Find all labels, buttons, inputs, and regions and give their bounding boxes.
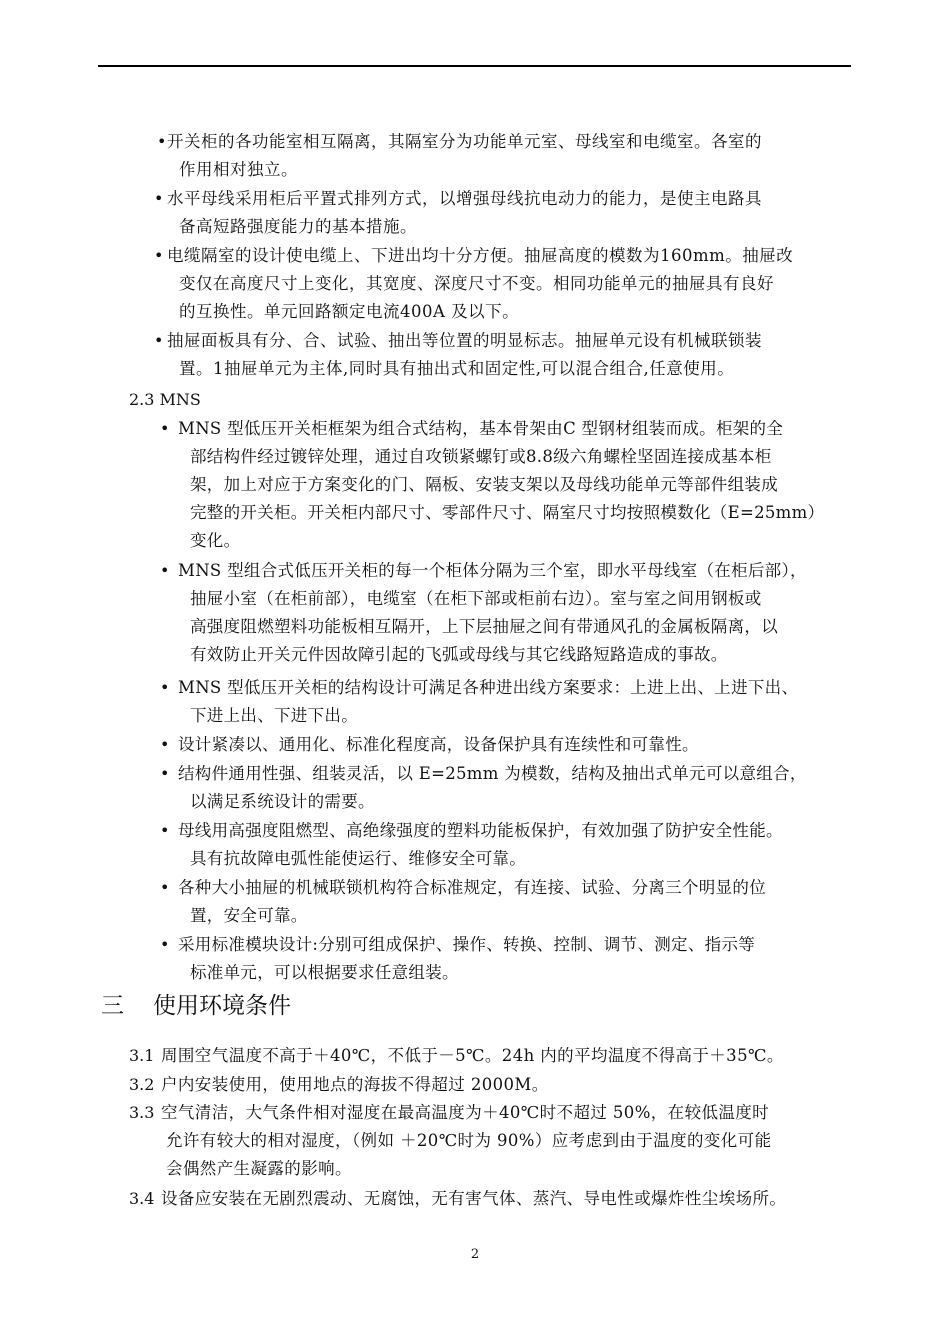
text-line: 作用相对独立。: [179, 160, 298, 179]
text-line: 置。1抽屉单元为主体,同时具有抽出式和固定性,可以混合组合,任意使用。: [179, 359, 735, 378]
text-line: MNS 型组合式低压开关柜的每一个柜体分隔为三个室，即水平母线室（在柜后部），: [178, 561, 807, 580]
text-line: 水平母线采用柜后平置式排列方式，以增强母线抗电动力的能力，是使主电路具: [167, 189, 762, 208]
mns-bullet-item: [178, 674, 798, 730]
bullet-marker: •: [154, 331, 164, 350]
bullet-marker: •: [160, 764, 170, 783]
item-number: 3.2: [129, 1075, 155, 1094]
text-line: 空气清洁，大气条件相对湿度在最高温度为＋40℃时不超过 50%，在较低温度时: [161, 1103, 770, 1122]
bullet-item: [167, 185, 762, 241]
bullet-item: [167, 242, 793, 326]
text-line: 各种大小抽屉的机械联锁机构符合标准规定，有连接、试验、分离三个明显的位: [178, 878, 766, 897]
numbered-item: [161, 1185, 786, 1213]
bullet-marker: •: [160, 935, 170, 954]
text-line: 高强度阻燃塑料功能板相互隔开，上下层抽屉之间有带通风孔的金属板隔离，以: [190, 617, 778, 636]
text-line: 设计紧凑以、通用化、标准化程度高，设备保护具有连续性和可靠性。: [178, 735, 699, 754]
text-line: 母线用高强度阻燃型、高绝缘强度的塑料功能板保护，有效加强了防护安全性能。: [178, 821, 783, 840]
numbered-item: [161, 1042, 784, 1070]
text-line: MNS 型低压开关柜框架为组合式结构，基本骨架由C 型钢材组装而成。柜架的全: [178, 419, 784, 438]
bullet-marker: •: [160, 821, 170, 840]
text-line: 结构件通用性强、组装灵活，以 E=25mm 为模数，结构及抽出式单元可以意组合，: [178, 764, 807, 783]
text-line: 开关柜的各功能室相互隔离，其隔室分为功能单元室、母线室和电缆室。各室的: [167, 132, 762, 151]
text-line: 以满足系统设计的需要。: [190, 792, 375, 811]
mns-bullet-item: [178, 415, 824, 555]
mns-bullet-item: [178, 760, 807, 816]
text-line: 标准单元，可以根据要求任意组装。: [190, 963, 459, 982]
text-line: 允许有较大的相对湿度，（例如 ＋20℃时为 90%）应考虑到由于温度的变化可能: [166, 1131, 772, 1150]
section-title: 使用环境条件: [153, 993, 291, 1019]
mns-bullet-item: [178, 874, 766, 930]
bullet-marker: •: [157, 132, 167, 151]
bullet-item: [167, 128, 762, 184]
mns-bullet-item: [178, 817, 783, 873]
text-line: 抽屉小室（在柜前部），电缆室（在柜下部或柜前右边）。室与室之间用钢板或: [190, 589, 762, 608]
text-line: 有效防止开关元件因故障引起的飞弧或母线与其它线路短路造成的事故。: [190, 645, 728, 664]
text-line: 架，加上对应于方案变化的门、隔板、安装支架以及母线功能单元等部件组装成: [190, 475, 778, 494]
bullet-marker: •: [160, 561, 170, 580]
subsection-heading: 2.3 MNS: [129, 390, 201, 409]
numbered-item: [161, 1099, 771, 1183]
text-line: 变仅在高度尺寸上变化，其宽度、深度尺寸不变。相同功能单元的抽屉具有良好: [179, 274, 774, 293]
text-line: 置，安全可靠。: [190, 906, 308, 925]
text-line: 设备应安装在无剧烈震动、无腐蚀，无有害气体、蒸汽、导电性或爆炸性尘埃场所。: [161, 1189, 787, 1208]
text-line: 完整的开关柜。开关柜内部尺寸、零部件尺寸、隔室尺寸均按照模数化（E=25mm）: [190, 503, 825, 522]
numbered-item: [161, 1071, 549, 1099]
bullet-marker: •: [154, 246, 164, 265]
section-number: 三: [101, 993, 124, 1019]
text-line: 变化。: [190, 531, 241, 550]
mns-bullet-item: [178, 731, 699, 759]
bullet-marker: •: [160, 735, 170, 754]
bullet-marker: •: [160, 419, 170, 438]
text-line: 会偶然产生凝露的影响。: [166, 1159, 352, 1178]
text-line: 的互换性。单元回路额定电流400A 及以下。: [179, 302, 520, 321]
text-line: 抽屉面板具有分、合、试验、抽出等位置的明显标志。抽屉单元设有机械联锁装: [167, 331, 762, 350]
text-line: MNS 型低压开关柜的结构设计可满足各种进出线方案要求：上进上出、上进下出、: [178, 678, 799, 697]
section-heading: [101, 990, 291, 1022]
bullet-item: [167, 327, 762, 383]
text-line: 下进上出、下进下出。: [190, 706, 358, 725]
item-number: 3.3: [129, 1103, 155, 1122]
text-line: 具有抗故障电弧性能使运行、维修安全可靠。: [190, 849, 526, 868]
text-line: 备高短路强度能力的基本措施。: [179, 217, 417, 236]
item-number: 3.1: [129, 1046, 155, 1065]
bullet-marker: •: [160, 678, 170, 697]
bullet-marker: •: [154, 189, 164, 208]
text-line: 户内安装使用，使用地点的海拔不得超过 2000M。: [161, 1075, 549, 1094]
bullet-marker: •: [160, 878, 170, 897]
text-line: 部结构件经过镀锌处理，通过自攻锁紧螺钉或8.8级六角螺栓坚固连接成基本柜: [190, 447, 772, 466]
text-line: 采用标准模块设计:分别可组成保护、操作、转换、控制、调节、测定、指示等: [178, 935, 756, 954]
text-line: 周围空气温度不高于＋40℃，不低于－5℃。24h 内的平均温度不得高于＋35℃。: [161, 1046, 784, 1065]
item-number: 3.4: [129, 1189, 155, 1208]
mns-bullet-item: [178, 557, 807, 669]
header-rule: [98, 65, 851, 67]
page-number: 2: [470, 1247, 480, 1262]
text-line: 电缆隔室的设计使电缆上、下进出均十分方便。抽屉高度的模数为160mm。抽屉改: [167, 246, 794, 265]
mns-bullet-item: [178, 931, 755, 987]
